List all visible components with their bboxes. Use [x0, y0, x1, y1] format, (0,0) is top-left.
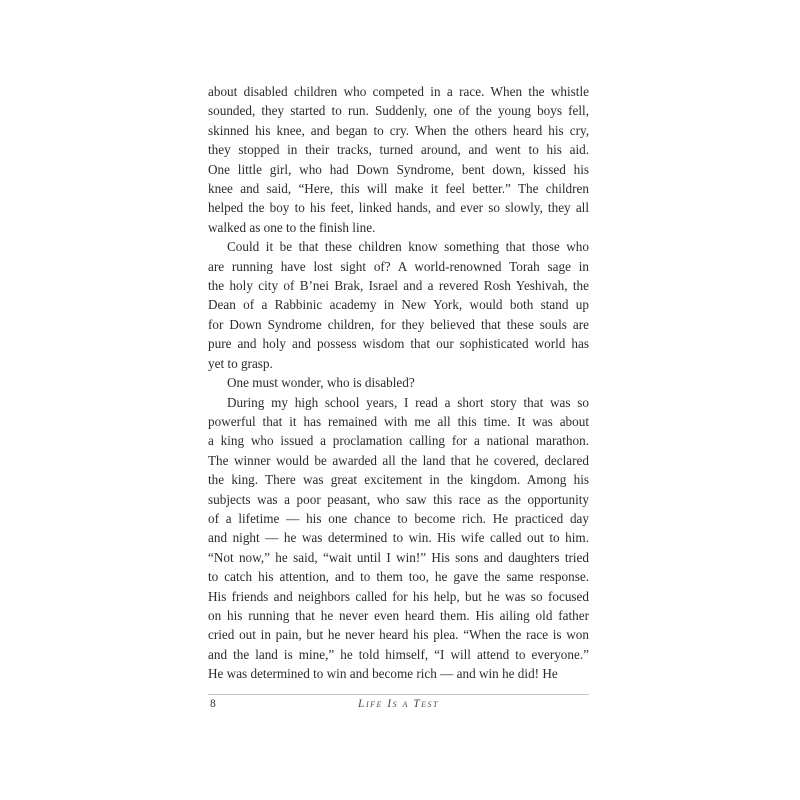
text-line: for Down Syndrome children, for they believed that these souls are — [208, 316, 589, 332]
text-line: cried out in pain, but he never heard his plea. “When the race is won — [208, 627, 589, 643]
text-line: helped the boy to his feet, linked hands, and ever so slowly, they all — [208, 200, 589, 216]
text-line: they stopped in their tracks, turned around, and went to his aid. — [208, 142, 589, 158]
text-line: Could it be that these children know something that those who — [227, 239, 589, 255]
text-line: During my high school years, I read a short story that was so — [227, 394, 589, 410]
text-line: a king who issued a proclamation calling for a national marathon. — [208, 433, 589, 449]
text-line: the holy city of B’nei Brak, Israel and a revered Rosh Yeshivah, the — [208, 278, 589, 294]
text-line: He was determined to win and become rich — and win he did! He — [208, 666, 558, 682]
page-footer — [208, 694, 589, 714]
text-line: knee and said, “Here, this will make it feel better.” The children — [208, 181, 589, 197]
text-line: Dean of a Rabbinic academy in New York, would both stand up — [208, 297, 589, 313]
text-line: pure and holy and possess wisdom that our sophisticated world has — [208, 336, 589, 352]
footer-rule — [208, 694, 589, 695]
text-line: of a lifetime — his one chance to become rich. He practiced day — [208, 510, 589, 526]
text-line: One must wonder, who is disabled? — [227, 375, 415, 391]
text-line: “Not now,” he said, “wait until I win!” His sons and daughters tried — [208, 549, 589, 565]
text-line: to catch his attention, and to them too, he gave the same response. — [208, 569, 589, 585]
text-line: One little girl, who had Down Syndrome, bent down, kissed his — [208, 161, 589, 177]
text-line: powerful that it has remained with me all this time. It was about — [208, 413, 589, 429]
text-line: yet to grasp. — [208, 355, 273, 371]
text-line: skinned his knee, and began to cry. When the others heard his cry, — [208, 122, 589, 138]
text-line: and the land is mine,” he told himself, “I will attend to everyone.” — [208, 646, 589, 662]
page-number: 8 — [210, 698, 216, 710]
text-line: are running have lost sight of? A world-renowned Torah sage in — [208, 258, 589, 274]
text-line: about disabled children who competed in a race. When the whistle — [208, 84, 589, 99]
running-title: Life Is a Test — [358, 698, 439, 710]
footer-row — [208, 698, 589, 714]
text-line: on his running that he never even heard them. His ailing old father — [208, 607, 589, 623]
text-line: The winner would be awarded all the land that he covered, declared — [208, 452, 589, 468]
text-line: His friends and neighbors called for his help, but he was so focused — [208, 588, 589, 604]
text-line: and night — he was determined to win. His wife called out to him. — [208, 530, 589, 546]
text-line: the king. There was great excitement in the kingdom. Among his — [208, 472, 589, 488]
text-line: sounded, they started to run. Suddenly, one of the young boys fell, — [208, 103, 589, 119]
text-line: walked as one to the finish line. — [208, 219, 376, 235]
text-column — [208, 82, 589, 684]
text-line: subjects was a poor peasant, who saw this race as the opportunity — [208, 491, 589, 507]
